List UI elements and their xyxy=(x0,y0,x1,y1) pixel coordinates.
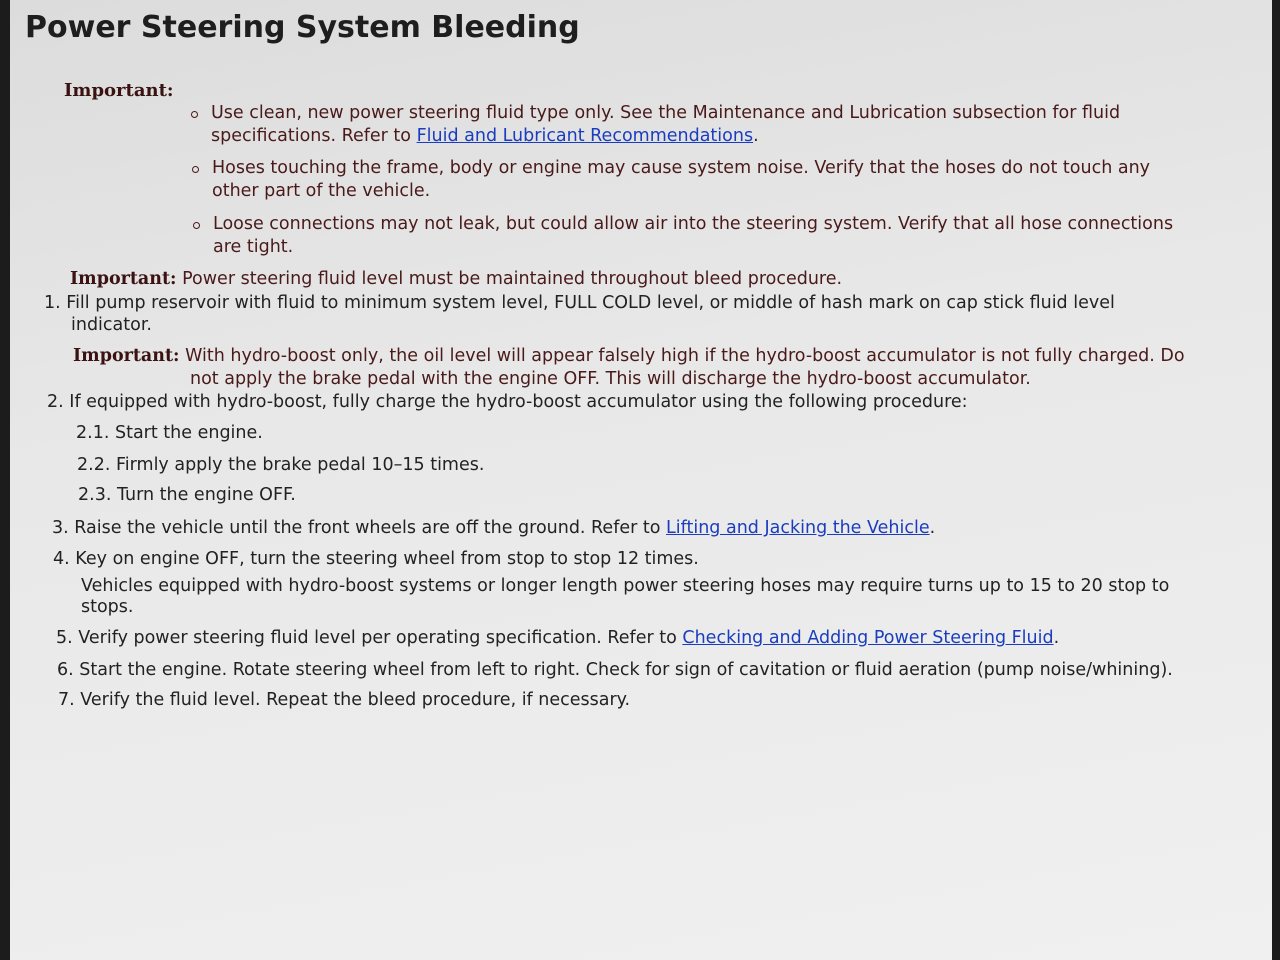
important-note-2: Important: Power steering fluid level must be maintained throughout bleed procedure. xyxy=(70,269,843,289)
bullet-icon xyxy=(191,111,198,118)
step-3: 3. Raise the vehicle until the front wheels are off the ground. Refer to Lifting and Jacking the Vehicle. xyxy=(52,518,936,538)
bullet-3-line-1: Loose connections may not leak, but could allow air into the steering system. Verify that all hose connections xyxy=(213,214,1174,234)
step-4-note-line-2: stops. xyxy=(81,597,134,617)
substep-2-3: 2.3. Turn the engine OFF. xyxy=(78,485,296,505)
step-1: 1. Fill pump reservoir with fluid to minimum system level, FULL COLD level, or middle of hash mark on cap stick fluid level xyxy=(44,293,1115,313)
important-note-3: Important: With hydro-boost only, the oil level will appear falsely high if the hydro-boost accumulator is not fully charged. Do xyxy=(73,346,1185,366)
step-7: 7. Verify the fluid level. Repeat the bleed procedure, if necessary. xyxy=(58,690,631,710)
bullet-2-line-2: other part of the vehicle. xyxy=(212,181,431,201)
bullet-3-line-2: are tight. xyxy=(213,237,294,257)
bullet-icon xyxy=(192,166,199,173)
bullet-1-line-1: Use clean, new power steering fluid type only. See the Maintenance and Lubrication subsection for fluid xyxy=(211,103,1121,123)
bullet-2-line-1: Hoses touching the frame, body or engine may cause system noise. Verify that the hoses do not touch any xyxy=(212,158,1151,178)
step-2: 2. If equipped with hydro-boost, fully charge the hydro-boost accumulator using the following procedure: xyxy=(47,392,968,412)
step-1-line-2: indicator. xyxy=(71,315,152,335)
document-screen xyxy=(10,0,1272,960)
page-title: Power Steering System Bleeding xyxy=(25,10,580,45)
step-4: 4. Key on engine OFF, turn the steering wheel from stop to stop 12 times. xyxy=(53,549,699,569)
important-label: Important: xyxy=(64,80,174,101)
bullet-icon xyxy=(193,222,200,229)
checking-adding-fluid-link[interactable]: Checking and Adding Power Steering Fluid xyxy=(682,628,1054,648)
fluid-lubricant-link[interactable]: Fluid and Lubricant Recommendations xyxy=(416,126,754,146)
step-6: 6. Start the engine. Rotate steering wheel from left to right. Check for sign of cavitation or fluid aeration (pump noise/whining). xyxy=(57,660,1173,680)
step-5: 5. Verify power steering fluid level per operating specification. Refer to Checking and Adding Power Steering Fluid. xyxy=(56,628,1060,648)
step-4-note-line-1: Vehicles equipped with hydro-boost systems or longer length power steering hoses may require turns up to 15 to 20 stop to xyxy=(81,576,1170,596)
substep-2-2: 2.2. Firmly apply the brake pedal 10–15 times. xyxy=(77,455,485,475)
lifting-jacking-link[interactable]: Lifting and Jacking the Vehicle xyxy=(666,518,930,538)
bullet-1-line-2: specifications. Refer to Fluid and Lubricant Recommendations. xyxy=(211,126,759,146)
substep-2-1: 2.1. Start the engine. xyxy=(76,423,263,443)
important-note-3-line-2: not apply the brake pedal with the engine OFF. This will discharge the hydro-boost accumulator. xyxy=(190,369,1031,389)
